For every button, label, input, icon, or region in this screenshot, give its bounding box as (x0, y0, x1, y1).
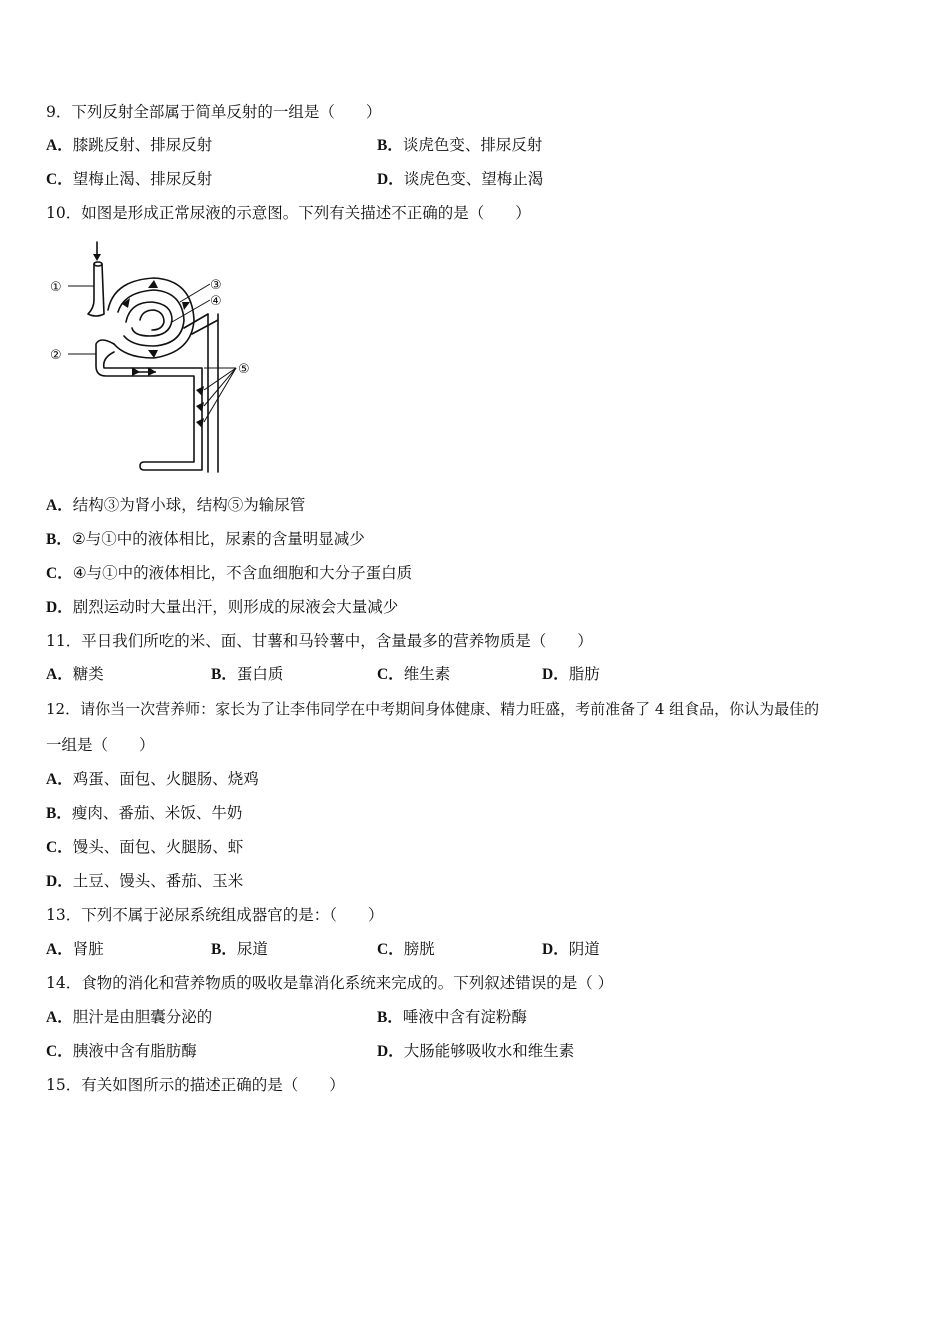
q9-option-b[interactable] (377, 135, 542, 156)
q11-option-c[interactable] (377, 664, 450, 685)
nephron-diagram (44, 240, 264, 480)
option-label: C． (46, 565, 73, 582)
q9-stem: 9．下列反射全部属于简单反射的一组是（ ） (46, 103, 382, 121)
q14-stem: 14．食物的消化和营养物质的吸收是靠消化系统来完成的。下列叙述错误的是（ ） (46, 974, 614, 992)
q10-option-b[interactable] (46, 529, 365, 550)
option-text: 膀胱 (403, 940, 435, 958)
option-text: 脂肪 (568, 665, 600, 683)
option-label: D． (46, 873, 73, 890)
q13-option-a[interactable] (46, 939, 104, 960)
option-label: C． (46, 839, 73, 856)
q12-option-a[interactable] (46, 769, 259, 790)
q14-option-c[interactable] (46, 1041, 197, 1062)
option-text: 维生素 (403, 665, 451, 683)
option-label: B． (377, 1009, 403, 1026)
q11-option-b[interactable] (211, 664, 283, 685)
option-text: 肾脏 (72, 940, 104, 958)
option-text: 瘦肉、番茄、米饭、牛奶 (71, 804, 243, 822)
q14-option-b[interactable] (377, 1007, 527, 1028)
q11-stem: 11．平日我们所吃的米、面、甘薯和马铃薯中，含量最多的营养物质是（ ） (46, 632, 593, 650)
q9-option-a[interactable] (46, 135, 212, 156)
option-text: 蛋白质 (236, 665, 284, 683)
option-label: A． (46, 137, 73, 154)
q12-option-d[interactable] (46, 871, 243, 892)
q12-option-b[interactable] (46, 803, 242, 824)
option-text: 大肠能够吸收水和维生素 (403, 1042, 575, 1060)
option-label: B． (377, 137, 403, 154)
option-text: 尿道 (236, 940, 268, 958)
option-text: 土豆、馒头、番茄、玉米 (72, 872, 244, 890)
q13-option-c[interactable] (377, 939, 435, 960)
option-text: 胰液中含有脂肪酶 (72, 1042, 197, 1060)
option-label: D． (377, 171, 404, 188)
option-label: C． (377, 941, 404, 958)
option-label: D． (377, 1043, 404, 1060)
option-text: 谈虎色变、排尿反射 (402, 136, 543, 154)
q10-option-a[interactable] (46, 495, 305, 516)
option-label: C． (46, 171, 73, 188)
option-text: 望梅止渴、排尿反射 (72, 170, 213, 188)
option-label: D． (542, 941, 569, 958)
option-label: D． (542, 666, 569, 683)
option-label: B． (211, 941, 237, 958)
q14-option-d[interactable] (377, 1041, 574, 1062)
option-label: A． (46, 771, 73, 788)
option-text: 糖类 (72, 665, 104, 683)
q13-option-d[interactable] (542, 939, 600, 960)
label-5: ⑤ (238, 362, 250, 377)
option-text: 鸡蛋、面包、火腿肠、烧鸡 (72, 770, 259, 788)
q12-stem-line1: 12．请你当一次营养师：家长为了让李伟同学在中考期间身体健康、精力旺盛，考前准备了 4 组食品，你认为最佳的 (46, 700, 820, 718)
q14-option-a[interactable] (46, 1007, 212, 1028)
option-text: 胆汁是由胆囊分泌的 (72, 1008, 213, 1026)
q10-option-d[interactable] (46, 597, 398, 618)
option-text: 馒头、面包、火腿肠、虾 (72, 838, 244, 856)
option-label: A． (46, 497, 73, 514)
option-label: D． (46, 599, 73, 616)
option-text: 膝跳反射、排尿反射 (72, 136, 213, 154)
option-text: 结构③为肾小球，结构⑤为输尿管 (72, 496, 306, 514)
q15-stem: 15．有关如图所示的描述正确的是（ ） (46, 1076, 345, 1094)
option-text: ②与①中的液体相比，尿素的含量明显减少 (71, 530, 365, 548)
option-label: C． (46, 1043, 73, 1060)
option-text: 阴道 (568, 940, 600, 958)
option-label: B． (46, 805, 72, 822)
option-label: A． (46, 1009, 73, 1026)
option-text: 谈虎色变、望梅止渴 (403, 170, 544, 188)
option-text: 剧烈运动时大量出汗，则形成的尿液会大量减少 (72, 598, 399, 616)
option-label: A． (46, 666, 73, 683)
q11-option-a[interactable] (46, 664, 104, 685)
option-label: A． (46, 941, 73, 958)
option-text: 唾液中含有淀粉酶 (402, 1008, 527, 1026)
option-text: ④与①中的液体相比，不含血细胞和大分子蛋白质 (72, 564, 413, 582)
label-4: ④ (210, 294, 222, 309)
q10-stem: 10．如图是形成正常尿液的示意图。下列有关描述不正确的是（ ） (46, 204, 531, 222)
label-3: ③ (210, 278, 222, 293)
option-label: B． (211, 666, 237, 683)
q13-stem: 13．下列不属于泌尿系统组成器官的是：（ ） (46, 906, 384, 924)
q12-stem-line2: 一组是（ ） (46, 736, 155, 754)
label-1: ① (50, 280, 62, 295)
q9-option-d[interactable] (377, 169, 543, 190)
q12-option-c[interactable] (46, 837, 243, 858)
label-2: ② (50, 348, 62, 363)
option-label: B． (46, 531, 72, 548)
q10-option-c[interactable] (46, 563, 412, 584)
q11-option-d[interactable] (542, 664, 600, 685)
option-label: C． (377, 666, 404, 683)
q13-option-b[interactable] (211, 939, 268, 960)
q9-option-c[interactable] (46, 169, 212, 190)
